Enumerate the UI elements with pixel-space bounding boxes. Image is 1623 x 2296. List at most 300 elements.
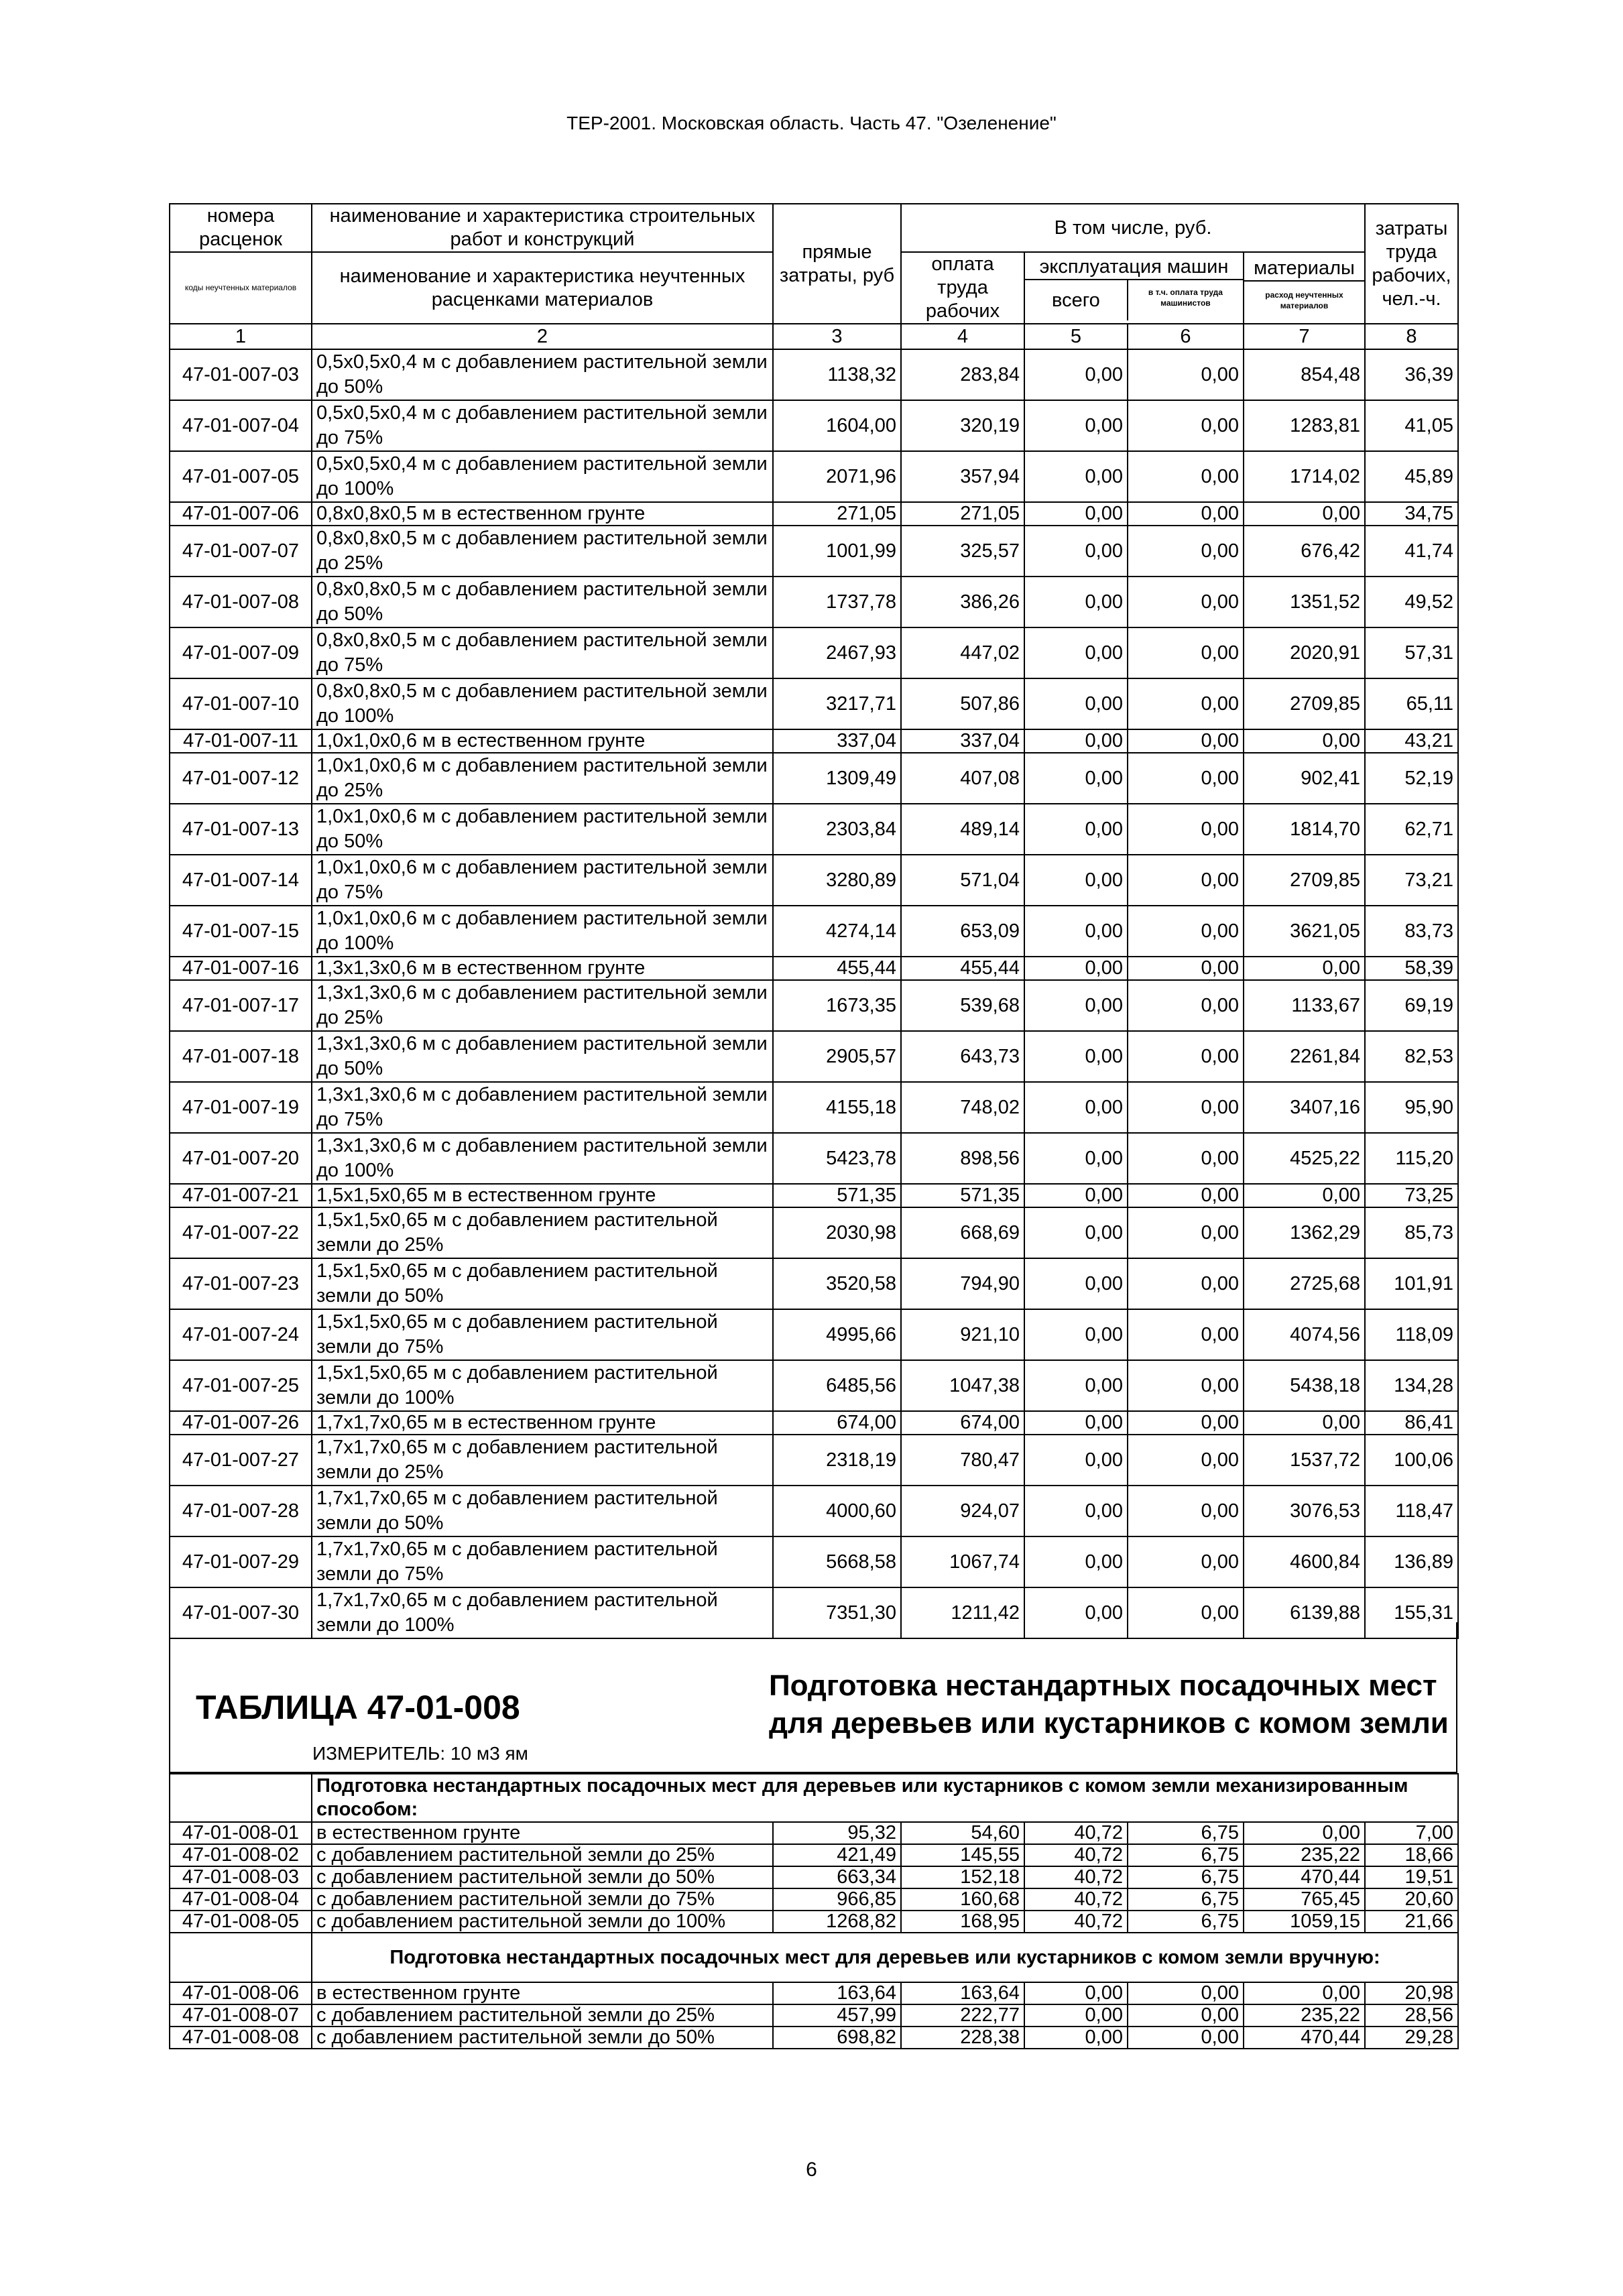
operators-pay: 0,00 [1128,1184,1244,1207]
labor-pay: 168,95 [901,1911,1024,1933]
rate-code: 47-01-007-30 [170,1587,312,1638]
operators-pay: 0,00 [1128,2027,1244,2049]
labor-hours: 45,89 [1365,451,1458,502]
rate-code: 47-01-008-04 [170,1888,312,1911]
operators-pay: 0,00 [1128,753,1244,804]
materials-cost: 3407,16 [1244,1082,1365,1133]
labor-hours: 101,91 [1365,1258,1458,1309]
operators-pay: 0,00 [1128,1435,1244,1486]
header-group: В том числе, руб. [901,204,1365,252]
operators-pay: 0,00 [1128,1360,1244,1411]
labor-pay: 320,19 [901,400,1024,451]
operators-pay: 0,00 [1128,678,1244,729]
labor-pay: 674,00 [901,1411,1024,1435]
operators-pay: 0,00 [1128,1587,1244,1638]
operators-pay: 0,00 [1128,1411,1244,1435]
labor-pay: 54,60 [901,1822,1024,1844]
rate-code: 47-01-007-27 [170,1435,312,1486]
direct-costs: 5668,58 [773,1536,901,1587]
labor-pay: 571,35 [901,1184,1024,1207]
direct-costs: 4000,60 [773,1486,901,1536]
table-row [170,957,1458,980]
table-row [170,1486,1458,1536]
table-row [170,906,1458,957]
direct-costs: 2303,84 [773,804,901,855]
materials-cost: 1059,15 [1244,1911,1365,1933]
materials-cost: 235,22 [1244,1844,1365,1866]
table-row [170,1536,1458,1587]
header-col1-codes: коды неучтенных материалов [170,252,312,324]
rate-code: 47-01-007-23 [170,1258,312,1309]
table-row [170,804,1458,855]
column-number: 2 [312,324,773,349]
labor-hours: 95,90 [1365,1082,1458,1133]
table-row [170,1133,1458,1184]
materials-cost: 854,48 [1244,349,1365,400]
labor-hours: 69,19 [1365,980,1458,1031]
materials-cost: 3076,53 [1244,1486,1365,1536]
rate-code: 47-01-007-20 [170,1133,312,1184]
machines-total: 0,00 [1024,1031,1128,1082]
operators-pay: 0,00 [1128,451,1244,502]
labor-pay: 283,84 [901,349,1024,400]
labor-pay: 145,55 [901,1844,1024,1866]
labor-pay: 539,68 [901,980,1024,1031]
machines-total: 0,00 [1024,1536,1128,1587]
machines-total: 0,00 [1024,1133,1128,1184]
page-number: 6 [806,2159,817,2181]
machines-total: 0,00 [1024,1082,1128,1133]
rate-code: 47-01-007-17 [170,980,312,1031]
labor-pay: 643,73 [901,1031,1024,1082]
labor-hours: 100,06 [1365,1435,1458,1486]
operators-pay: 6,75 [1128,1844,1244,1866]
work-name: 1,7х1,7х0,65 м с добавлением растительной земли до 25% [312,1435,773,1486]
labor-pay: 357,94 [901,451,1024,502]
rate-code: 47-01-007-16 [170,957,312,980]
direct-costs: 3217,71 [773,678,901,729]
direct-costs: 1001,99 [773,526,901,577]
direct-costs: 337,04 [773,729,901,753]
rate-code: 47-01-008-01 [170,1822,312,1844]
labor-hours: 29,28 [1365,2027,1458,2049]
operators-pay: 6,75 [1128,1866,1244,1888]
labor-pay: 271,05 [901,502,1024,526]
table-row [170,1184,1458,1207]
labor-hours: 136,89 [1365,1536,1458,1587]
direct-costs: 4155,18 [773,1082,901,1133]
direct-costs: 271,05 [773,502,901,526]
direct-costs: 4274,14 [773,906,901,957]
table-row [170,980,1458,1031]
direct-costs: 421,49 [773,1844,901,1866]
labor-pay: 455,44 [901,957,1024,980]
labor-hours: 57,31 [1365,627,1458,678]
labor-hours: 18,66 [1365,1844,1458,1866]
page-header: ТЕР-2001. Московская область. Часть 47. "Озеленение" [566,113,1057,133]
labor-hours: 155,31 [1365,1587,1458,1638]
machines-total: 0,00 [1024,753,1128,804]
materials-cost: 2261,84 [1244,1031,1365,1082]
table-row [170,526,1458,577]
labor-pay: 489,14 [901,804,1024,855]
rate-code: 47-01-008-08 [170,2027,312,2049]
work-name: с добавлением растительной земли до 25% [312,1844,773,1866]
rate-code: 47-01-007-24 [170,1309,312,1360]
materials-cost: 470,44 [1244,1866,1365,1888]
operators-pay: 0,00 [1128,1536,1244,1587]
rate-code: 47-01-007-28 [170,1486,312,1536]
table-row [170,729,1458,753]
machines-total: 0,00 [1024,804,1128,855]
table-row [170,1309,1458,1360]
rate-code: 47-01-007-10 [170,678,312,729]
materials-cost: 676,42 [1244,526,1365,577]
rate-code: 47-01-007-07 [170,526,312,577]
labor-hours: 41,74 [1365,526,1458,577]
direct-costs: 3280,89 [773,855,901,906]
table-row [170,1360,1458,1411]
materials-cost: 1814,70 [1244,804,1365,855]
table-row [170,1435,1458,1486]
materials-cost: 2725,68 [1244,1258,1365,1309]
work-name: с добавлением растительной земли до 50% [312,2027,773,2049]
rates-table-2 [169,1773,1459,2049]
labor-pay: 337,04 [901,729,1024,753]
direct-costs: 95,32 [773,1822,901,1844]
rate-code: 47-01-007-22 [170,1207,312,1258]
materials-cost: 0,00 [1244,502,1365,526]
work-name: 0,8х0,8х0,5 м с добавлением растительной земли до 50% [312,577,773,627]
header-labor-pay: оплата труда рабочих [901,252,1024,324]
materials-cost: 2709,85 [1244,855,1365,906]
work-name: 1,7х1,7х0,65 м в естественном грунте [312,1411,773,1435]
labor-hours: 49,52 [1365,577,1458,627]
header-materials: материалы [1244,257,1364,282]
operators-pay: 0,00 [1128,400,1244,451]
labor-hours: 58,39 [1365,957,1458,980]
work-name: 1,5х1,5х0,65 м в естественном грунте [312,1184,773,1207]
labor-pay: 1067,74 [901,1536,1024,1587]
header-machines: эксплуатация машин [1025,255,1243,280]
direct-costs: 163,64 [773,1982,901,2004]
machines-total: 0,00 [1024,1435,1128,1486]
labor-pay: 160,68 [901,1888,1024,1911]
direct-costs: 1673,35 [773,980,901,1031]
machines-total: 40,72 [1024,1822,1128,1844]
materials-cost: 1351,52 [1244,577,1365,627]
work-name: 1,5х1,5х0,65 м с добавлением растительной земли до 50% [312,1258,773,1309]
operators-pay: 0,00 [1128,1031,1244,1082]
direct-costs: 2030,98 [773,1207,901,1258]
labor-pay: 447,02 [901,627,1024,678]
machines-total: 0,00 [1024,1411,1128,1435]
table-row [170,1866,1458,1888]
labor-hours: 118,09 [1365,1309,1458,1360]
labor-hours: 82,53 [1365,1031,1458,1082]
materials-cost: 2709,85 [1244,678,1365,729]
work-name: с добавлением растительной земли до 25% [312,2004,773,2027]
rate-code: 47-01-007-05 [170,451,312,502]
machines-total: 0,00 [1024,400,1128,451]
machines-total: 0,00 [1024,855,1128,906]
direct-costs: 1138,32 [773,349,901,400]
table-row [170,1411,1458,1435]
group-manual: Подготовка нестандартных посадочных мест для деревьев или кустарников с комом земли вручную: [312,1933,1458,1982]
machines-total: 0,00 [1024,577,1128,627]
table-row [170,678,1458,729]
machines-total: 0,00 [1024,1360,1128,1411]
work-name: 1,0х1,0х0,6 м с добавлением растительной земли до 50% [312,804,773,855]
rate-code: 47-01-007-18 [170,1031,312,1082]
materials-cost: 1537,72 [1244,1435,1365,1486]
machines-total: 40,72 [1024,1866,1128,1888]
operators-pay: 0,00 [1128,980,1244,1031]
machines-total: 0,00 [1024,729,1128,753]
labor-hours: 52,19 [1365,753,1458,804]
labor-pay: 571,04 [901,855,1024,906]
materials-cost: 765,45 [1244,1888,1365,1911]
operators-pay: 0,00 [1128,1309,1244,1360]
column-number: 3 [773,324,901,349]
work-name: 0,5х0,5х0,4 м с добавлением растительной земли до 50% [312,349,773,400]
direct-costs: 698,82 [773,2027,901,2049]
materials-cost: 2020,91 [1244,627,1365,678]
operators-pay: 0,00 [1128,957,1244,980]
rate-code: 47-01-007-03 [170,349,312,400]
operators-pay: 0,00 [1128,906,1244,957]
machines-total: 0,00 [1024,2027,1128,2049]
table-row [170,2027,1458,2049]
table-row [170,1911,1458,1933]
machines-total: 0,00 [1024,349,1128,400]
column-number: 6 [1128,324,1244,349]
work-name: с добавлением растительной земли до 75% [312,1888,773,1911]
materials-cost: 4600,84 [1244,1536,1365,1587]
machines-total: 0,00 [1024,957,1128,980]
labor-hours: 118,47 [1365,1486,1458,1536]
materials-cost: 1133,67 [1244,980,1365,1031]
header-operators: в т.ч. оплата труда машинистов [1148,288,1223,308]
rate-code: 47-01-007-04 [170,400,312,451]
operators-pay: 6,75 [1128,1888,1244,1911]
machines-total: 0,00 [1024,502,1128,526]
machines-total: 0,00 [1024,678,1128,729]
rate-code: 47-01-007-19 [170,1082,312,1133]
work-name: 1,3х1,3х0,6 м с добавлением растительной земли до 75% [312,1082,773,1133]
machines-total: 40,72 [1024,1844,1128,1866]
machines-total: 0,00 [1024,1258,1128,1309]
labor-pay: 748,02 [901,1082,1024,1133]
header-col2: наименование и характеристика строительных работ и конструкций [312,204,773,252]
machines-total: 0,00 [1024,1309,1128,1360]
work-name: с добавлением растительной земли до 50% [312,1866,773,1888]
header-direct-costs: прямые затраты, руб [773,204,901,324]
table-row [170,1888,1458,1911]
materials-cost: 1714,02 [1244,451,1365,502]
labor-hours: 73,25 [1365,1184,1458,1207]
labor-pay: 228,38 [901,2027,1024,2049]
labor-pay: 325,57 [901,526,1024,577]
labor-pay: 898,56 [901,1133,1024,1184]
measure-unit: ИЗМЕРИТЕЛЬ: 10 м3 ям [312,1743,528,1764]
materials-cost: 902,41 [1244,753,1365,804]
direct-costs: 6485,56 [773,1360,901,1411]
rate-code: 47-01-007-08 [170,577,312,627]
direct-costs: 455,44 [773,957,901,980]
direct-costs: 2467,93 [773,627,901,678]
labor-hours: 21,66 [1365,1911,1458,1933]
materials-cost: 0,00 [1244,729,1365,753]
materials-cost: 1362,29 [1244,1207,1365,1258]
table-row [170,753,1458,804]
column-number: 1 [170,324,312,349]
work-name: 1,3х1,3х0,6 м с добавлением растительной земли до 50% [312,1031,773,1082]
direct-costs: 4995,66 [773,1309,901,1360]
operators-pay: 0,00 [1128,1082,1244,1133]
labor-pay: 921,10 [901,1309,1024,1360]
machines-total: 0,00 [1024,1587,1128,1638]
table-row [170,1982,1458,2004]
direct-costs: 1268,82 [773,1911,901,1933]
column-number: 5 [1024,324,1128,349]
machines-total: 0,00 [1024,1486,1128,1536]
direct-costs: 571,35 [773,1184,901,1207]
work-name: 1,3х1,3х0,6 м с добавлением растительной земли до 25% [312,980,773,1031]
table-row [170,502,1458,526]
machines-total: 40,72 [1024,1911,1128,1933]
header-machines-total: всего [1025,280,1128,320]
operators-pay: 0,00 [1128,1258,1244,1309]
direct-costs: 5423,78 [773,1133,901,1184]
operators-pay: 0,00 [1128,729,1244,753]
machines-total: 0,00 [1024,526,1128,577]
operators-pay: 0,00 [1128,577,1244,627]
table-row [170,1822,1458,1844]
labor-pay: 1047,38 [901,1360,1024,1411]
table-row [170,1258,1458,1309]
materials-cost: 5438,18 [1244,1360,1365,1411]
rate-code: 47-01-007-25 [170,1360,312,1411]
materials-cost: 4525,22 [1244,1133,1365,1184]
machines-total: 40,72 [1024,1888,1128,1911]
materials-cost: 3621,05 [1244,906,1365,957]
materials-cost: 0,00 [1244,1822,1365,1844]
direct-costs: 1309,49 [773,753,901,804]
machines-total: 0,00 [1024,451,1128,502]
work-name: 1,7х1,7х0,65 м с добавлением растительной земли до 75% [312,1536,773,1587]
labor-pay: 794,90 [901,1258,1024,1309]
header-col2-materials: наименование и характеристика неучтенных расценками материалов [312,252,773,324]
operators-pay: 0,00 [1128,1982,1244,2004]
work-name: 1,0х1,0х0,6 м с добавлением растительной земли до 75% [312,855,773,906]
table-row [170,451,1458,502]
machines-total: 0,00 [1024,906,1128,957]
rate-code: 47-01-007-06 [170,502,312,526]
section-header [169,1622,1457,1773]
table-row [170,1207,1458,1258]
machines-total: 0,00 [1024,1207,1128,1258]
table-row [170,627,1458,678]
operators-pay: 0,00 [1128,1486,1244,1536]
operators-pay: 0,00 [1128,526,1244,577]
operators-pay: 0,00 [1128,1133,1244,1184]
column-number: 8 [1365,324,1458,349]
direct-costs: 674,00 [773,1411,901,1435]
labor-pay: 152,18 [901,1866,1024,1888]
table-row [170,577,1458,627]
operators-pay: 6,75 [1128,1822,1244,1844]
labor-hours: 86,41 [1365,1411,1458,1435]
labor-hours: 7,00 [1365,1822,1458,1844]
materials-cost: 0,00 [1244,1982,1365,2004]
work-name: 0,5х0,5х0,4 м с добавлением растительной земли до 100% [312,451,773,502]
rate-code: 47-01-007-29 [170,1536,312,1587]
direct-costs: 2071,96 [773,451,901,502]
table-id: ТАБЛИЦА 47-01-008 [196,1689,520,1726]
work-name: 1,0х1,0х0,6 м с добавлением растительной земли до 100% [312,906,773,957]
materials-cost: 6139,88 [1244,1587,1365,1638]
work-name: 0,8х0,8х0,5 м с добавлением растительной земли до 100% [312,678,773,729]
column-number: 4 [901,324,1024,349]
labor-hours: 36,39 [1365,349,1458,400]
labor-hours: 20,60 [1365,1888,1458,1911]
work-name: 1,3х1,3х0,6 м в естественном грунте [312,957,773,980]
rate-code: 47-01-007-13 [170,804,312,855]
work-name: 1,0х1,0х0,6 м с добавлением растительной земли до 25% [312,753,773,804]
labor-hours: 73,21 [1365,855,1458,906]
operators-pay: 0,00 [1128,1207,1244,1258]
direct-costs: 1604,00 [773,400,901,451]
machines-total: 0,00 [1024,1982,1128,2004]
table-row [170,400,1458,451]
labor-hours: 41,05 [1365,400,1458,451]
work-name: в естественном грунте [312,1822,773,1844]
table-row [170,2004,1458,2027]
materials-cost: 235,22 [1244,2004,1365,2027]
machines-total: 0,00 [1024,2004,1128,2027]
direct-costs: 663,34 [773,1866,901,1888]
operators-pay: 0,00 [1128,855,1244,906]
labor-pay: 507,86 [901,678,1024,729]
labor-pay: 780,47 [901,1435,1024,1486]
operators-pay: 0,00 [1128,349,1244,400]
work-name: 1,5х1,5х0,65 м с добавлением растительной земли до 100% [312,1360,773,1411]
header-labor-hours: затраты труда рабочих, чел.-ч. [1365,204,1458,324]
rate-code: 47-01-008-06 [170,1982,312,2004]
labor-hours: 20,98 [1365,1982,1458,2004]
labor-pay: 386,26 [901,577,1024,627]
labor-pay: 407,08 [901,753,1024,804]
labor-hours: 85,73 [1365,1207,1458,1258]
labor-pay: 668,69 [901,1207,1024,1258]
header-materials-usage: расход неучтенных материалов [1265,290,1343,310]
column-number: 7 [1244,324,1365,349]
table-row [170,1844,1458,1866]
machines-total: 0,00 [1024,1184,1128,1207]
operators-pay: 0,00 [1128,2004,1244,2027]
labor-hours: 65,11 [1365,678,1458,729]
work-name: 0,8х0,8х0,5 м с добавлением растительной земли до 75% [312,627,773,678]
work-name: 1,5х1,5х0,65 м с добавлением растительной земли до 25% [312,1207,773,1258]
labor-hours: 28,56 [1365,2004,1458,2027]
operators-pay: 0,00 [1128,627,1244,678]
direct-costs: 2905,57 [773,1031,901,1082]
labor-hours: 62,71 [1365,804,1458,855]
direct-costs: 457,99 [773,2004,901,2027]
rate-code: 47-01-008-02 [170,1844,312,1866]
materials-cost: 0,00 [1244,1184,1365,1207]
